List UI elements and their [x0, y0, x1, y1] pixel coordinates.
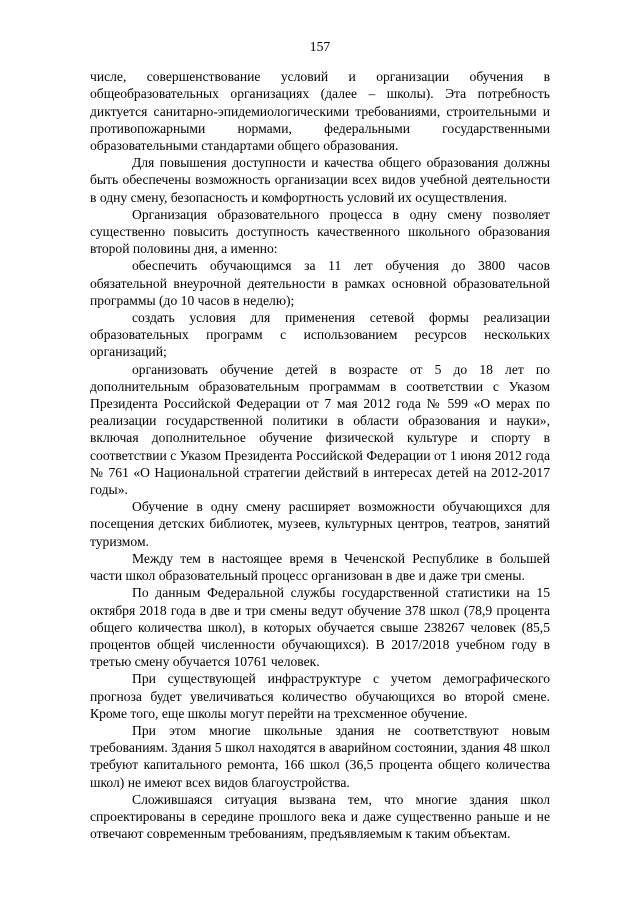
- paragraph-2: Для повышения доступности и качества общего образования должны быть обеспечены возможность организации всех видов учебной деятельности в одну смену, безопасность и комфортность условий их осуществления.: [90, 155, 550, 205]
- paragraph-1: числе, совершенствование условий и организации обучения в общеобразовательных организациях (далее – школы). Эта потребность диктуется санитарно-эпидемиологическими требованиями, строительными и противопожарными нормами, федеральными государственными образовательными стандартами общего образования.: [90, 69, 550, 154]
- paragraph-12: Сложившаяся ситуация вызвана тем, что многие здания школ спроектированы в середине прошлого века и даже существенно раньше и не отвечают современным требованиям, предъявляемым к таким объектам.: [90, 791, 550, 842]
- paragraph-5: создать условия для применения сетевой формы реализации образовательных программ с использованием ресурсов нескольких организаций;: [90, 310, 550, 360]
- paragraph-9: По данным Федеральной службы государственной статистики на 15 октября 2018 года в две и три смены ведут обучение 378 школ (78,9 процента общего количества школ), в которых обучается свыше 238267 человек (85,5 процентов общей численности обучающихся). В 2017/2018 учебном году в третью смену обучается 10761 человек.: [90, 585, 550, 670]
- paragraph-10: При существующей инфраструктуре с учетом демографического прогноза будет увеличиваться количество обучающихся во второй смене. Кроме того, еще школы могут перейти на трехсменное обучение.: [90, 671, 550, 721]
- page-number: 157: [309, 39, 331, 54]
- paragraph-6: организовать обучение детей в возрасте от 5 до 18 лет по дополнительным образовательным программам в соответствии с Указом Президента Российской Федерации от 7 мая 2012 года № 599 «О мерах по реализации государственной политики в области образования и науки», включая дополнительное обучение физической культуре и спорту в соответствии с Указом Президента Российской Федерации от 1 июня 2012 года № 761 «О Национальной стратегии действий в интересах детей на 2012-2017 годы».: [90, 361, 550, 498]
- paragraph-3: Организация образовательного процесса в одну смену позволяет существенно повысить доступность качественного школьного образования второй половины дня, а именно:: [90, 206, 550, 257]
- document-page: [90, 38, 550, 842]
- paragraph-11: При этом многие школьные здания не соответствуют новым требованиям. Здания 5 школ находятся в аварийном состоянии, здания 48 школ требуют капитального ремонта, 166 школ (36,5 процента общего количества школ) не имеют всех видов благоустройства.: [90, 722, 550, 790]
- paragraph-4: обеспечить обучающимся за 11 лет обучения до 3800 часов обязательной внеурочной деятельности в рамках основной образовательной программы (до 10 часов в неделю);: [90, 258, 550, 308]
- paragraph-7: Обучение в одну смену расширяет возможности обучающихся для посещения детских библиотек, музеев, культурных центров, театров, занятий туризмом.: [90, 499, 550, 549]
- paragraph-8: Между тем в настоящее время в Чеченской Республике в большей части школ образовательный процесс организован в две и даже три смены.: [90, 550, 550, 584]
